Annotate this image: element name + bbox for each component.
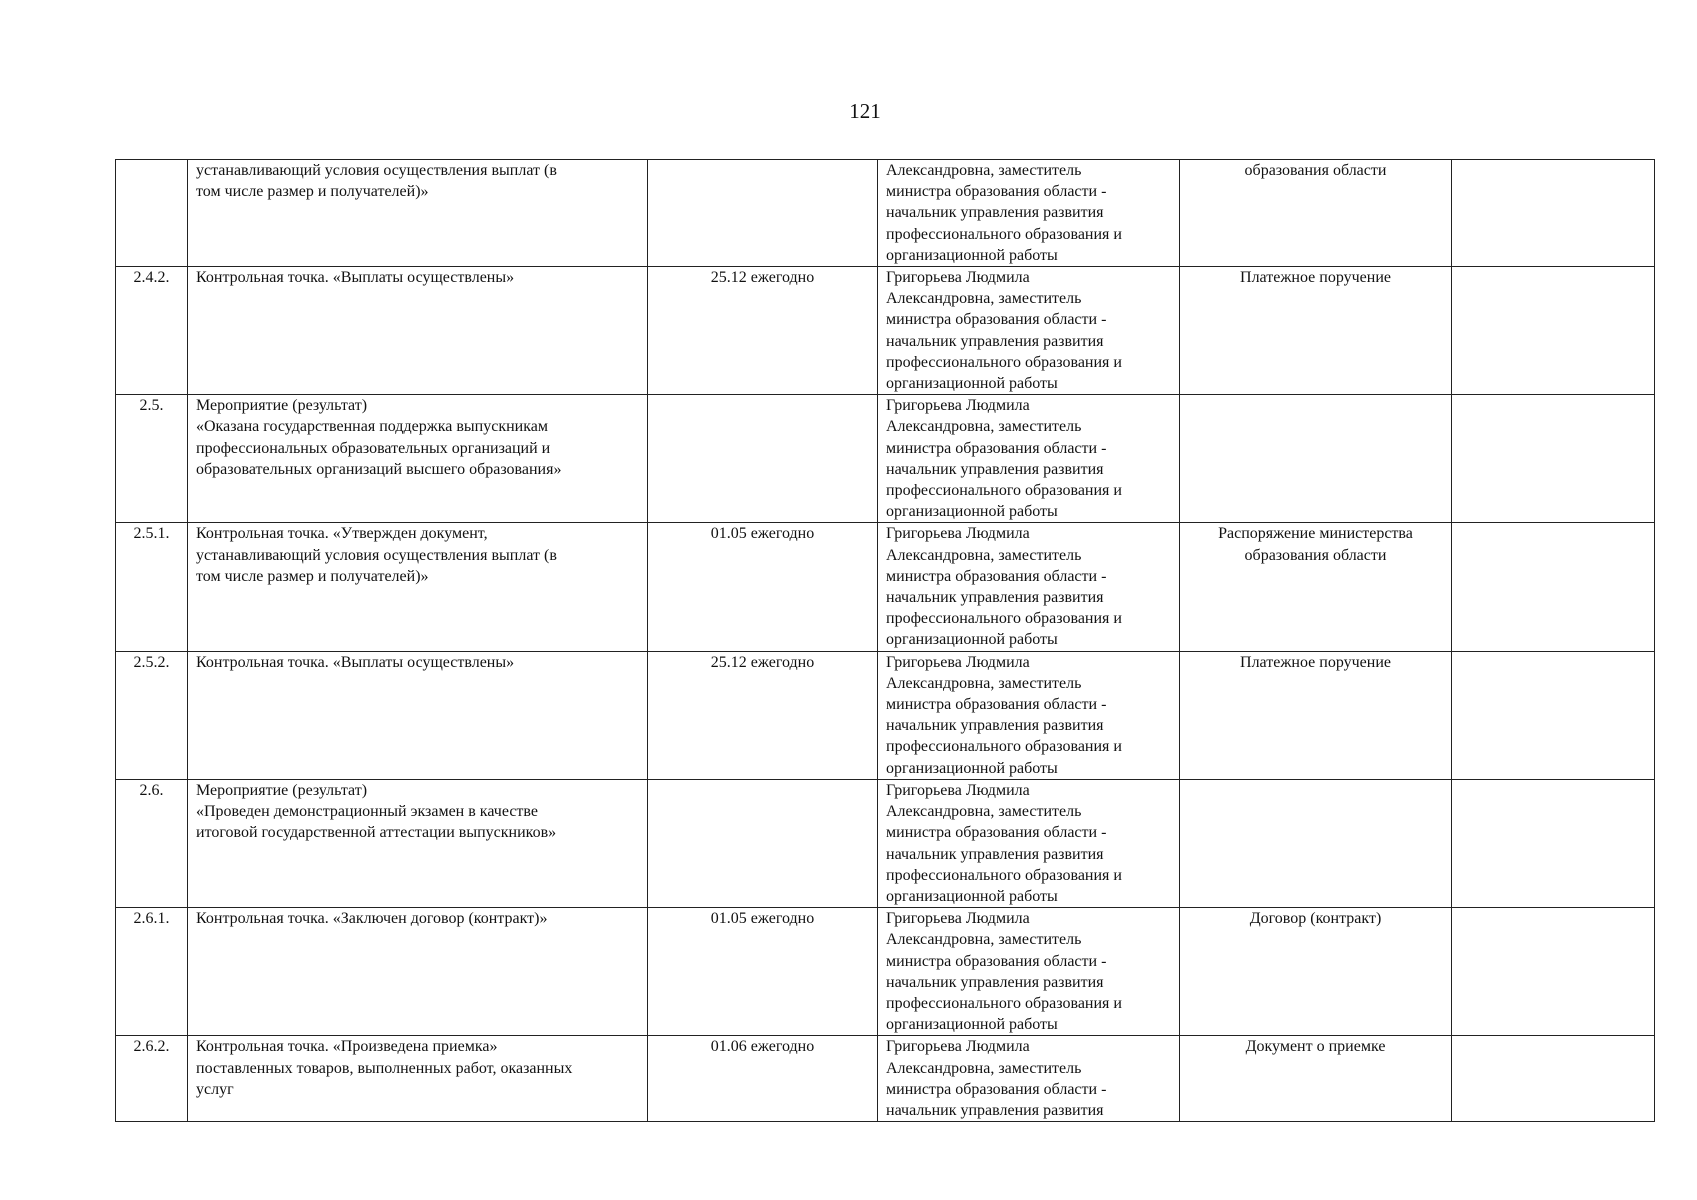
deadline: 01.05 ежегодно [648,908,878,1036]
responsible-person: Григорьева Людмила Александровна, заместитель министра образования области - начальник управления развития [878,1036,1180,1122]
row-number: 2.6.1. [116,908,188,1036]
confirming-document: образования области [1180,160,1452,267]
empty-cell [1452,160,1655,267]
activity-name: Контрольная точка. «Выплаты осуществлены» [188,267,648,395]
deadline: 01.05 ежегодно [648,523,878,651]
empty-cell [1452,779,1655,907]
empty-cell [1452,908,1655,1036]
empty-cell [1452,267,1655,395]
table-row [116,779,1655,907]
row-number: 2.6.2. [116,1036,188,1122]
deadline: 25.12 ежегодно [648,267,878,395]
table-row [116,160,1655,267]
empty-cell [1452,651,1655,779]
page-number: 121 [849,99,881,123]
responsible-person: Григорьева Людмила Александровна, заместитель министра образования области - начальник управления развития профессионального образования и организационной работы [878,267,1180,395]
responsible-person: Александровна, заместитель министра образования области - начальник управления развития профессионального образования и организационной работы [878,160,1180,267]
table-row [116,908,1655,1036]
confirming-document: Документ о приемке [1180,1036,1452,1122]
responsible-person: Григорьева Людмила Александровна, заместитель министра образования области - начальник управления развития профессионального образования и организационной работы [878,395,1180,523]
row-number: 2.6. [116,779,188,907]
empty-cell [1452,395,1655,523]
plan-table [115,159,1655,1122]
confirming-document [1180,395,1452,523]
deadline [648,160,878,267]
table-row [116,1036,1655,1122]
activity-name: устанавливающий условия осуществления выплат (в том числе размер и получателей)» [188,160,648,267]
deadline [648,395,878,523]
responsible-person: Григорьева Людмила Александровна, заместитель министра образования области - начальник управления развития профессионального образования и организационной работы [878,651,1180,779]
activity-name: Мероприятие (результат) «Проведен демонстрационный экзамен в качестве итоговой государственной аттестации выпускников» [188,779,648,907]
confirming-document: Договор (контракт) [1180,908,1452,1036]
table-row [116,395,1655,523]
row-number: 2.4.2. [116,267,188,395]
empty-cell [1452,523,1655,651]
confirming-document: Платежное поручение [1180,267,1452,395]
responsible-person: Григорьева Людмила Александровна, заместитель министра образования области - начальник управления развития профессионального образования и организационной работы [878,779,1180,907]
confirming-document [1180,779,1452,907]
confirming-document: Распоряжение министерства образования области [1180,523,1452,651]
confirming-document: Платежное поручение [1180,651,1452,779]
deadline: 25.12 ежегодно [648,651,878,779]
deadline: 01.06 ежегодно [648,1036,878,1122]
activity-name: Контрольная точка. «Произведена приемка» поставленных товаров, выполненных работ, оказанных услуг [188,1036,648,1122]
responsible-person: Григорьева Людмила Александровна, заместитель министра образования области - начальник управления развития профессионального образования и организационной работы [878,908,1180,1036]
row-number: 2.5.1. [116,523,188,651]
deadline [648,779,878,907]
activity-name: Мероприятие (результат) «Оказана государственная поддержка выпускникам профессиональных образовательных организаций и образовательных организаций высшего образования» [188,395,648,523]
table-row [116,267,1655,395]
activity-name: Контрольная точка. «Выплаты осуществлены» [188,651,648,779]
responsible-person: Григорьева Людмила Александровна, заместитель министра образования области - начальник управления развития профессионального образования и организационной работы [878,523,1180,651]
table-row [116,523,1655,651]
row-number [116,160,188,267]
row-number: 2.5.2. [116,651,188,779]
activity-name: Контрольная точка. «Заключен договор (контракт)» [188,908,648,1036]
activity-name: Контрольная точка. «Утвержден документ, устанавливающий условия осуществления выплат (в том числе размер и получателей)» [188,523,648,651]
empty-cell [1452,1036,1655,1122]
row-number: 2.5. [116,395,188,523]
table-row [116,651,1655,779]
